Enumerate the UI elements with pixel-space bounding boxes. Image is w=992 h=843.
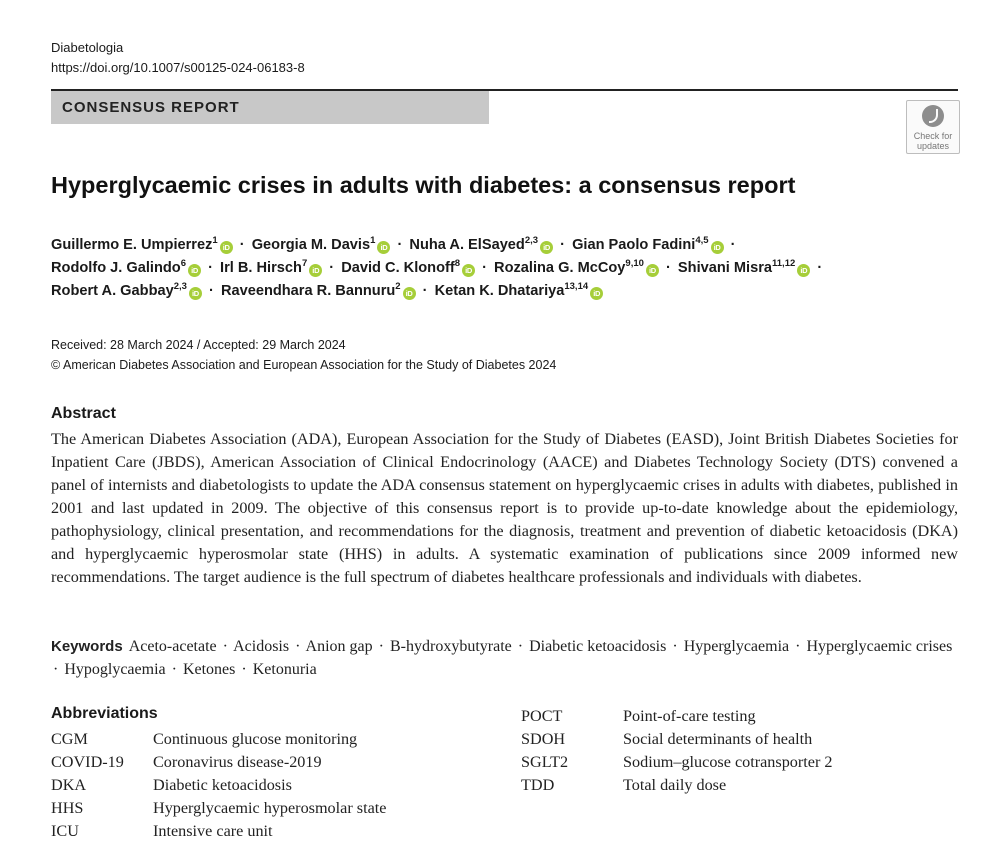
author-name[interactable]: Guillermo E. Umpierrez (51, 237, 213, 253)
abbreviation-definition: Sodium–glucose cotransporter 2 (623, 753, 833, 771)
abbreviation-definition: Intensive care unit (153, 822, 273, 840)
abbreviations-right-column (521, 705, 951, 797)
article-type-label: CONSENSUS REPORT (62, 99, 240, 116)
abbreviation-row (51, 728, 471, 751)
keywords-heading: Keywords (51, 638, 123, 655)
orcid-icon[interactable]: iD (590, 287, 603, 300)
author-name[interactable]: Raveendhara R. Bannuru (220, 283, 396, 299)
journal-name: Diabetologia (51, 40, 124, 55)
author-separator: · (817, 260, 823, 276)
keyword-item: Aceto-acetate (128, 638, 217, 655)
abbreviation-row (51, 751, 471, 774)
orcid-icon[interactable]: iD (797, 264, 810, 277)
abbreviation-row (521, 728, 951, 751)
author-affiliation: 1 (370, 235, 376, 247)
keyword-item: Anion gap (305, 638, 373, 655)
author-separator: · (665, 260, 671, 276)
keyword-item: Diabetic ketoacidosis (529, 638, 667, 655)
keywords-section (51, 635, 958, 681)
abbreviation-term: TDD (521, 776, 555, 794)
orcid-icon[interactable]: iD (540, 241, 553, 254)
orcid-icon[interactable]: iD (403, 287, 416, 300)
author-name[interactable]: Shivani Misra (677, 260, 773, 276)
keyword-item: Ketonuria (252, 661, 317, 678)
abbreviation-definition: Point-of-care testing (623, 707, 756, 725)
author-name[interactable]: Rozalina G. McCoy (494, 260, 626, 276)
abbreviation-row (521, 705, 951, 728)
abbreviation-definition: Social determinants of health (623, 730, 813, 748)
author-line (51, 257, 961, 280)
abbreviation-term: ICU (51, 822, 79, 840)
author-separator: · (397, 237, 403, 253)
author-name[interactable]: Rodolfo J. Galindo (51, 260, 181, 276)
abbreviation-row (521, 751, 951, 774)
abstract-text: The American Diabetes Association (ADA), European Association for the Study of Diabetes (EASD), Joint British Diabetes Societies for Inpatient Care (JBDS), American Association of Clinical Endocrinology (AACE) and Diabetes Technology Society (DTS) convened a panel of internists and diabetologists to update the ADA consensus statement on hyperglycaemic crises in adults with diabetes, published in 2001 and last updated in 2009. The objective of this consensus report is to provide up-to-date knowledge about the epidemiology, pathophysiology, clinical presentation, and recommendations for the diagnosis, treatment and prevention of diabetic ketoacidosis (DKA) and hyperglycaemic hyperosmolar state (HHS) in adults. A systematic examination of publications since 2009 informed new recommendations. The target audience is the full spectrum of diabetes healthcare professionals and individuals with diabetes. (51, 430, 958, 586)
abbreviation-row (51, 774, 471, 797)
abbreviation-definition: Coronavirus disease-2019 (153, 753, 322, 771)
check-updates-icon (922, 105, 944, 127)
keyword-item: Hypoglycaemia (64, 661, 166, 678)
orcid-icon[interactable]: iD (646, 264, 659, 277)
abbreviation-term: SGLT2 (521, 753, 569, 771)
author-affiliation: 4,5 (695, 235, 709, 247)
author-list (51, 234, 961, 303)
abbreviations-heading: Abbreviations (51, 705, 158, 722)
abbreviation-definition: Diabetic ketoacidosis (153, 776, 292, 794)
author-name[interactable]: Gian Paolo Fadini (572, 237, 696, 253)
author-line (51, 280, 961, 303)
article-type-banner (51, 91, 489, 124)
orcid-icon[interactable]: iD (711, 241, 724, 254)
orcid-icon[interactable]: iD (462, 264, 475, 277)
keywords-list (51, 638, 952, 678)
author-affiliation: 2 (395, 281, 401, 293)
doi-link[interactable]: https://doi.org/10.1007/s00125-024-06183-8 (51, 60, 305, 75)
author-separator: · (208, 260, 213, 276)
keyword-item: Hyperglycaemic crises (806, 638, 953, 655)
keyword-separator: · (53, 661, 59, 678)
abbreviation-term: DKA (51, 776, 87, 794)
keyword-separator: · (295, 638, 301, 655)
author-name[interactable]: David C. Klonoff (341, 260, 455, 276)
orcid-icon[interactable]: iD (220, 241, 233, 254)
orcid-icon[interactable]: iD (309, 264, 322, 277)
author-separator: · (730, 237, 736, 253)
check-updates-line1: Check for (913, 131, 953, 141)
author-line (51, 234, 961, 257)
author-name[interactable]: Nuha A. ElSayed (409, 237, 525, 253)
check-for-updates-button[interactable] (906, 100, 960, 154)
abbreviation-definition: Hyperglycaemic hyperosmolar state (153, 799, 387, 817)
author-separator: · (329, 260, 335, 276)
keyword-item: Acidosis (233, 638, 290, 655)
author-affiliation: 13,14 (564, 281, 589, 293)
abbreviation-row (51, 820, 471, 843)
author-name[interactable]: Robert A. Gabbay (51, 283, 174, 299)
journal-header (51, 38, 305, 78)
orcid-icon[interactable]: iD (188, 264, 201, 277)
abstract-heading: Abstract (51, 405, 116, 422)
abbreviation-row (51, 797, 471, 820)
abbreviation-term: POCT (521, 707, 563, 725)
keyword-separator: · (241, 661, 247, 678)
abbreviation-definition: Total daily dose (623, 776, 727, 794)
abbreviation-term: CGM (51, 730, 88, 748)
orcid-icon[interactable]: iD (189, 287, 202, 300)
author-separator: · (482, 260, 487, 276)
abbreviation-term: SDOH (521, 730, 566, 748)
received-accepted-dates: Received: 28 March 2024 / Accepted: 29 March 2024 (51, 338, 346, 352)
check-updates-line2: updates (916, 141, 950, 151)
author-affiliation: 9,10 (625, 258, 644, 270)
keyword-separator: · (795, 638, 801, 655)
author-affiliation: 7 (301, 258, 308, 270)
author-name[interactable]: Ketan K. Dhatariya (434, 283, 565, 299)
abbreviation-term: COVID-19 (51, 753, 124, 771)
author-separator: · (239, 237, 245, 253)
author-affiliation: 1 (212, 235, 218, 247)
article-dates (51, 335, 556, 375)
abbreviation-term: HHS (51, 799, 84, 817)
author-separator: · (422, 283, 428, 299)
author-affiliation: 11,12 (772, 258, 796, 270)
keyword-item: B-hydroxybutyrate (389, 638, 512, 655)
keyword-item: Hyperglycaemia (683, 638, 790, 655)
author-name[interactable]: Irl B. Hirsch (220, 260, 302, 276)
author-separator: · (209, 283, 214, 299)
keyword-separator: · (171, 661, 177, 678)
abbreviation-row (521, 774, 951, 797)
author-affiliation: 2,3 (173, 281, 187, 293)
abbreviations-left-column (51, 728, 471, 843)
keyword-separator: · (517, 638, 524, 655)
author-separator: · (560, 237, 565, 253)
author-affiliation: 8 (454, 258, 461, 270)
author-affiliation: 6 (180, 258, 187, 270)
keyword-separator: · (222, 638, 228, 655)
author-name[interactable]: Georgia M. Davis (251, 237, 371, 253)
orcid-icon[interactable]: iD (377, 241, 390, 254)
copyright-notice: © American Diabetes Association and European Association for the Study of Diabetes 2024 (51, 358, 557, 372)
keyword-item: Ketones (182, 661, 236, 678)
keyword-separator: · (672, 638, 678, 655)
abbreviation-definition: Continuous glucose monitoring (153, 730, 358, 748)
author-affiliation: 2,3 (524, 235, 539, 247)
keyword-separator: · (378, 638, 384, 655)
article-title: Hyperglycaemic crises in adults with diabetes: a consensus report (51, 172, 796, 198)
